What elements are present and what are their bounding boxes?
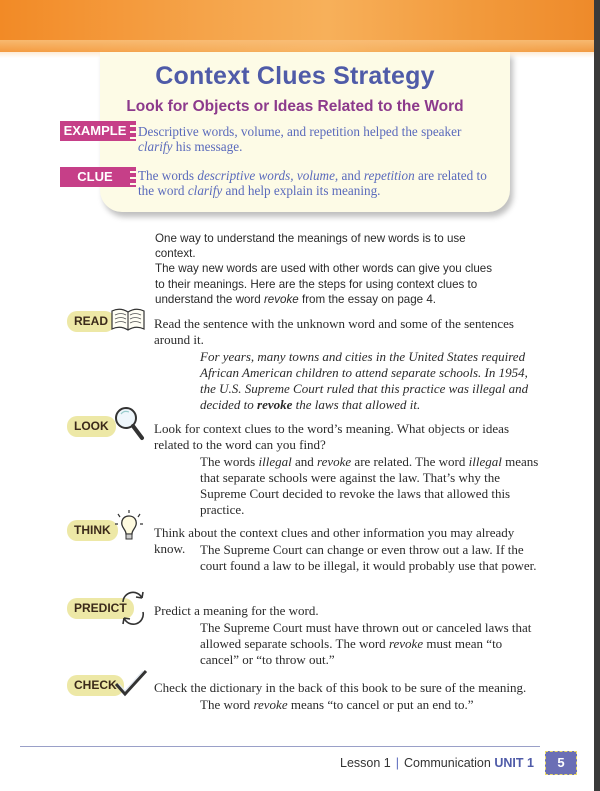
page-title: Context Clues Strategy <box>155 62 435 90</box>
check-label: CHECK <box>67 675 124 696</box>
footer-unit: UNIT 1 <box>494 756 534 770</box>
footer-lesson: Lesson 1 <box>340 756 391 770</box>
predict-instruction: Predict a meaning for the word. <box>154 603 319 618</box>
magnifying-glass-icon <box>112 404 146 442</box>
footer-separator: | <box>395 756 399 770</box>
predict-label: PREDICT <box>67 598 134 619</box>
page-subtitle: Look for Objects or Ideas Related to the Word <box>126 98 464 115</box>
example-text: Descriptive words, volume, and repetition helped the speaker clarify his message. <box>138 124 462 154</box>
look-explanation: The words illegal and revoke are related. The word illegal means that separate schools were against the law. That’s why the Supreme Court decided to revoke the laws that allowed this practice. <box>200 454 539 517</box>
intro-line: One way to understand the meanings of new words is to use context. <box>155 232 466 261</box>
read-quote: For years, many towns and cities in the United States required African American children to attend separate schools. In 1954, the U.S. Supreme Court ruled that this practice was illegal and decided to revoke the laws that allowed it. <box>200 349 529 412</box>
check-explanation: The word revoke means “to cancel or put an end to.” <box>200 697 474 712</box>
footer <box>340 756 534 770</box>
check-instruction: Check the dictionary in the back of this book to be sure of the meaning. <box>154 680 527 695</box>
open-book-icon <box>110 303 146 333</box>
page-number: 5 <box>545 751 577 775</box>
read-label: READ <box>67 311 115 332</box>
intro-line: to their meanings. Here are the steps for using context clues to <box>155 277 478 291</box>
cycle-arrows-icon <box>118 588 148 628</box>
lightbulb-icon <box>113 508 145 544</box>
example-tag: EXAMPLE <box>60 121 130 141</box>
think-instruction: Think about the context clues and other information you may already know. <box>154 525 515 556</box>
think-label: THINK <box>67 520 118 541</box>
predict-explanation: The Supreme Court must have thrown out or canceled laws that allowed separate schools. The word revoke must mean “to cancel” or “to throw out.” <box>200 620 532 667</box>
footer-rule <box>20 746 540 747</box>
checkmark-icon <box>113 668 149 700</box>
footer-section: Communication <box>403 756 491 770</box>
intro-line: understand the word revoke from the essay on page 4. <box>155 292 437 306</box>
read-instruction: Read the sentence with the unknown word and some of the sentences around it. <box>154 316 514 347</box>
look-instruction: Look for context clues to the word’s meaning. What objects or ideas related to the word can you find? <box>154 421 509 452</box>
think-explanation: The Supreme Court can change or even throw out a law. If the court found a law to be illegal, it would probably use that power. <box>200 542 537 573</box>
look-label: LOOK <box>67 416 116 437</box>
page-edge <box>594 0 600 791</box>
clue-text: The words descriptive words, volume, and repetition are related to the word clarify and help explain its meaning. <box>138 168 487 198</box>
clue-tag: CLUE <box>60 167 130 187</box>
intro-paragraph <box>155 231 500 307</box>
intro-line: The way new words are used with other words can give you clues <box>155 262 493 276</box>
